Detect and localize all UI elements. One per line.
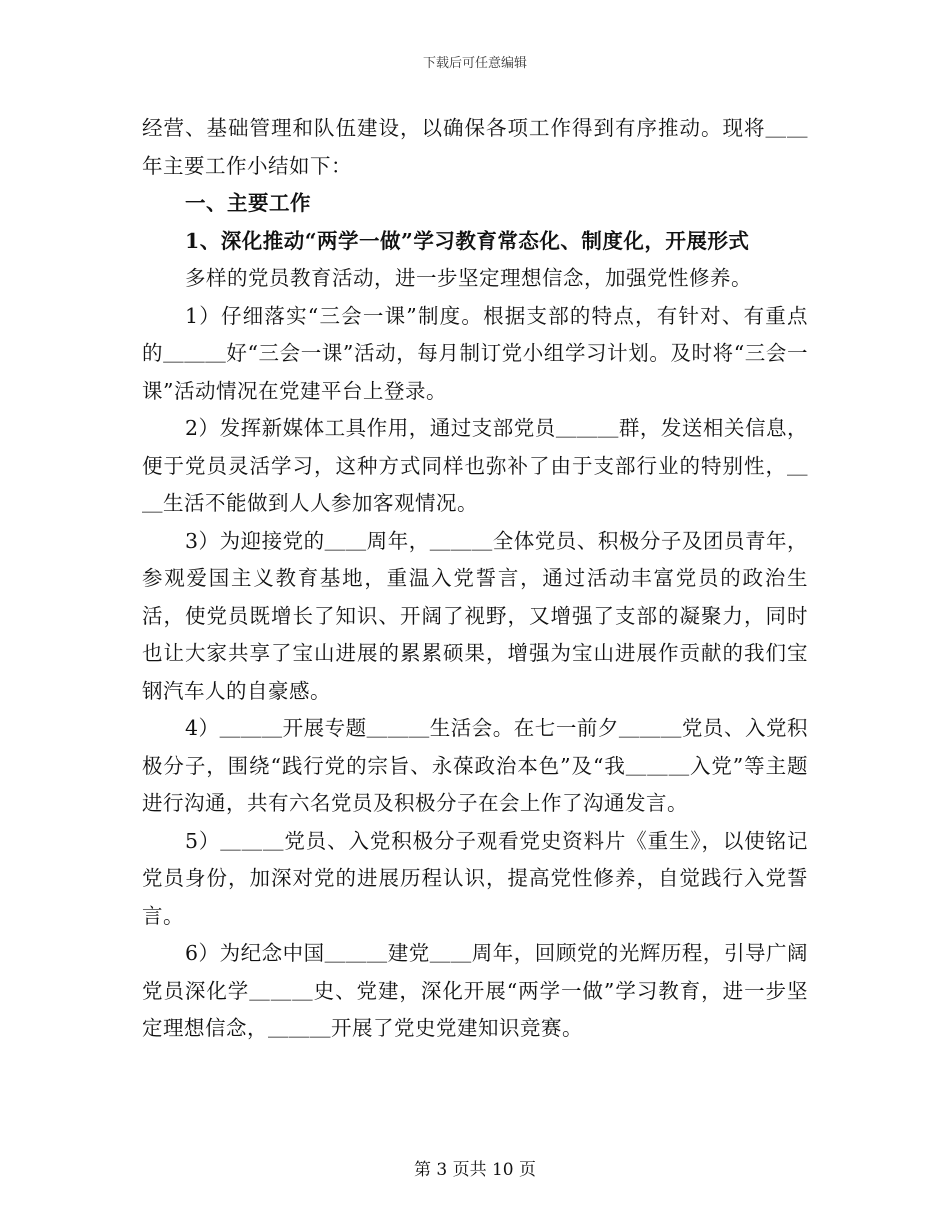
paragraph: 1、深化推动“两学一做”学习教育常态化、制度化，开展形式 (185, 228, 750, 253)
paragraph: 4）＿＿＿开展专题＿＿＿生活会。在七一前夕＿＿＿党员、入党积极分子，围绕“践行党的宗旨、永葆政治本色”及“我＿＿＿入党”等主题进行沟通，共有六名党员及积极分子在会上作了沟通发言。 (142, 716, 808, 815)
paragraph: 1）仔细落实“三会一课”制度。根据支部的特点，有针对、有重点的＿＿＿好“三会一课”活动，每月制订党小组学习计划。及时将“三会一课”活动情况在党建平台上登录。 (142, 303, 808, 403)
paragraph: 5）＿＿＿党员、入党积极分子观看党史资料片《重生》，以使铭记党员身份，加深对党的进展历程认识，提高党性修养，自觉践行入党誓言。 (142, 828, 808, 928)
paragraph: 6）为纪念中国＿＿＿建党＿＿周年，回顾党的光辉历程，引导广阔党员深化学＿＿＿史、党建，深化开展“两学一做”学习教育，进一步坚定理想信念，＿＿＿开展了党史党建知识竞赛。 (142, 941, 808, 1040)
paragraph: 经营、基础管理和队伍建设，以确保各项工作得到有序推动。现将＿＿年主要工作小结如下： (142, 116, 808, 178)
page-header: 下载后可任意编辑 (422, 56, 527, 71)
paragraph: 2）发挥新媒体工具作用，通过支部党员＿＿＿群，发送相关信息，便于党员灵活学习，这种方式同样也弥补了由于支部行业的特别性，＿＿生活不能做到人人参加客观情况。 (142, 416, 808, 515)
page-number: 第 3 页共 10 页 (413, 1160, 537, 1180)
document-body (142, 110, 808, 1048)
paragraph: 一、主要工作 (185, 191, 311, 215)
paragraph: 多样的党员教育活动，进一步坚定理想信念，加强党性修养。 (185, 266, 752, 290)
paragraph: 3）为迎接党的＿＿周年，＿＿＿全体党员、积极分子及团员青年，参观爱国主义教育基地，重温入党誓言，通过活动丰富党员的政治生活，使党员既增长了知识、开阔了视野，又增强了支部的凝聚力，同时也让大家共享了宝山进展的累累硕果，增强为宝山进展作贡献的我们宝钢汽车人的自豪感。 (142, 528, 808, 703)
